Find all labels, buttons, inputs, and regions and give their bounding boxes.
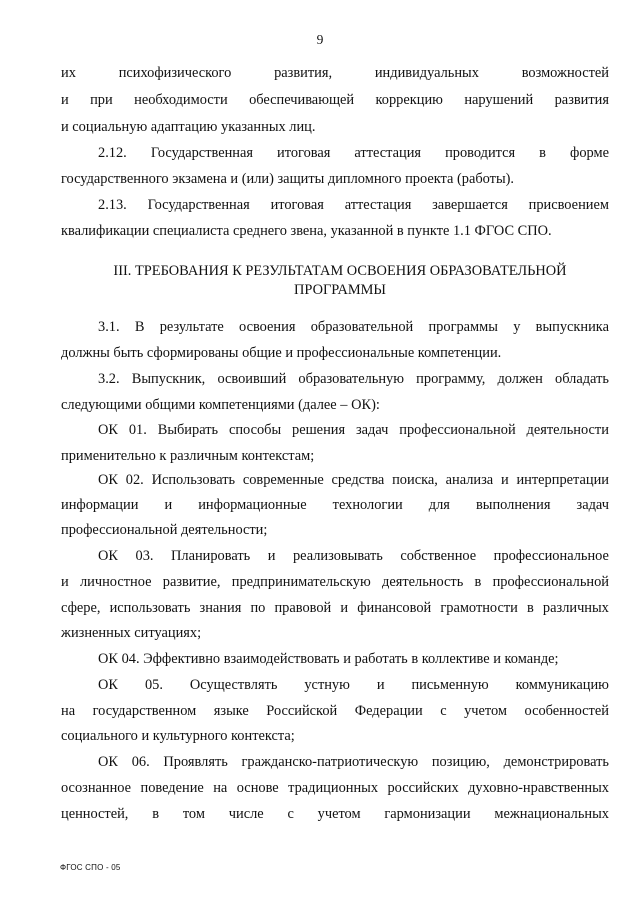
word: технологии bbox=[332, 497, 403, 513]
word: и bbox=[61, 92, 69, 108]
section-heading bbox=[70, 262, 610, 300]
word: программу, bbox=[416, 371, 486, 387]
word: Государственная bbox=[150, 145, 253, 161]
word: финансовой bbox=[357, 600, 432, 616]
word: развитие, bbox=[162, 574, 221, 590]
word: В bbox=[134, 319, 145, 335]
text-line bbox=[61, 779, 609, 797]
word: числе bbox=[228, 806, 264, 822]
word: Использовать bbox=[151, 472, 236, 488]
word: информационные bbox=[198, 497, 307, 513]
word: и bbox=[61, 574, 69, 590]
word: Осуществлять bbox=[189, 677, 278, 693]
word: 03. bbox=[135, 548, 154, 564]
word: их bbox=[61, 65, 76, 81]
word: позицию, bbox=[431, 754, 490, 770]
word: психофизического bbox=[118, 65, 232, 81]
word: современные bbox=[242, 472, 324, 488]
word: Выпускник, bbox=[131, 371, 206, 387]
word: обеспечивающей bbox=[249, 92, 355, 108]
word: при bbox=[90, 92, 113, 108]
text-line: и социальную адаптацию указанных лиц. bbox=[61, 119, 316, 135]
word: аттестация bbox=[344, 197, 412, 213]
word: знания bbox=[199, 600, 242, 616]
word: поиска, bbox=[392, 472, 438, 488]
word: обладать bbox=[555, 371, 609, 387]
word: ОК bbox=[98, 677, 118, 693]
word: в bbox=[527, 600, 534, 616]
text-line bbox=[61, 496, 609, 514]
text-line bbox=[98, 421, 609, 439]
word: Государственная bbox=[147, 197, 250, 213]
word: традиционных bbox=[288, 780, 379, 796]
word: проводится bbox=[445, 145, 516, 161]
word: духовно-нравственных bbox=[468, 780, 609, 796]
text-line bbox=[98, 144, 609, 162]
word: ОК bbox=[98, 422, 118, 438]
word: необходимости bbox=[134, 92, 228, 108]
word: 06. bbox=[131, 754, 150, 770]
word: возможностей bbox=[521, 65, 609, 81]
word: освоения bbox=[239, 319, 296, 335]
text-line: ОК 04. Эффективно взаимодействовать и работать в коллективе и команде; bbox=[98, 651, 559, 667]
word: итоговая bbox=[270, 197, 324, 213]
word: в bbox=[539, 145, 546, 161]
text-line bbox=[61, 64, 609, 82]
section-heading-line-2: ПРОГРАММЫ bbox=[294, 282, 386, 298]
word: итоговая bbox=[277, 145, 331, 161]
text-line: следующими общими компетенциями (далее – ОК): bbox=[61, 397, 380, 413]
word: коммуникацию bbox=[515, 677, 609, 693]
word: различных bbox=[542, 600, 609, 616]
word: профессиональной bbox=[492, 574, 609, 590]
word: Российской bbox=[266, 703, 338, 719]
text-line: социального и культурного контекста; bbox=[61, 728, 295, 744]
text-line bbox=[61, 599, 609, 617]
word: и bbox=[164, 497, 173, 513]
word: осознанное bbox=[61, 780, 132, 796]
word: на bbox=[61, 703, 76, 719]
word: основе bbox=[236, 780, 279, 796]
word: в bbox=[152, 806, 160, 822]
text-line: государственного экзамена и (или) защиты дипломного проекта (работы). bbox=[61, 171, 515, 187]
word: ОК bbox=[98, 754, 118, 770]
word: решения bbox=[292, 422, 346, 438]
word: с bbox=[287, 806, 294, 822]
word: результате bbox=[159, 319, 224, 335]
word: образовательной bbox=[310, 319, 414, 335]
word: программы bbox=[428, 319, 498, 335]
word: развития, bbox=[274, 65, 333, 81]
word: правовой bbox=[274, 600, 332, 616]
word: и bbox=[340, 600, 349, 616]
text-line bbox=[61, 573, 609, 591]
word: задач bbox=[576, 497, 609, 513]
word: Проявлять bbox=[163, 754, 228, 770]
word: в bbox=[474, 574, 482, 590]
word: у bbox=[513, 319, 521, 335]
text-line: квалификации специалиста среднего звена, указанной в пункте 1.1 ФГОС СПО. bbox=[61, 223, 552, 239]
word: реализовывать bbox=[292, 548, 383, 564]
text-line bbox=[98, 318, 609, 336]
word: устную bbox=[304, 677, 350, 693]
text-line bbox=[98, 471, 609, 489]
word: нарушений bbox=[464, 92, 534, 108]
word: языке bbox=[213, 703, 249, 719]
word: ОК bbox=[98, 548, 118, 564]
word: Планировать bbox=[171, 548, 251, 564]
word: выпускника bbox=[535, 319, 609, 335]
word: личностное bbox=[79, 574, 152, 590]
word: на bbox=[213, 780, 228, 796]
word: образовательную bbox=[298, 371, 405, 387]
text-line bbox=[98, 753, 609, 771]
word: 02. bbox=[125, 472, 144, 488]
word: межнациональных bbox=[494, 806, 609, 822]
word: и bbox=[267, 548, 276, 564]
text-line: профессиональной деятельности; bbox=[61, 522, 268, 538]
word: грамотности bbox=[440, 600, 518, 616]
word: присвоением bbox=[528, 197, 609, 213]
word: 01. bbox=[128, 422, 147, 438]
word: средства bbox=[331, 472, 385, 488]
text-line: жизненных ситуациях; bbox=[61, 625, 202, 641]
word: предпринимательскую bbox=[231, 574, 371, 590]
word: поведение bbox=[140, 780, 204, 796]
text-line bbox=[61, 805, 609, 823]
word: профессиональное bbox=[493, 548, 609, 564]
word: индивидуальных bbox=[374, 65, 479, 81]
word: собственное bbox=[400, 548, 477, 564]
word: том bbox=[182, 806, 205, 822]
page-number: 9 bbox=[316, 32, 324, 47]
word: и bbox=[376, 677, 385, 693]
word: деятельность bbox=[382, 574, 464, 590]
word: 2.13. bbox=[98, 197, 127, 213]
word: ценностей, bbox=[61, 806, 129, 822]
text-line bbox=[61, 91, 609, 109]
footer-code: ФГОС СПО - 05 bbox=[60, 863, 121, 872]
word: гармонизации bbox=[384, 806, 471, 822]
word: гражданско-патриотическую bbox=[241, 754, 419, 770]
word: коррекцию bbox=[375, 92, 443, 108]
text-line: должны быть сформированы общие и профессиональные компетенции. bbox=[61, 345, 502, 361]
text-line bbox=[98, 370, 609, 388]
text-line bbox=[98, 547, 609, 565]
word: Выбирать bbox=[157, 422, 219, 438]
word: 05. bbox=[144, 677, 163, 693]
word: государственном bbox=[92, 703, 197, 719]
word: 3.1. bbox=[98, 319, 120, 335]
word: интерпретации bbox=[516, 472, 609, 488]
word: 2.12. bbox=[98, 145, 127, 161]
word: способы bbox=[228, 422, 282, 438]
text-line bbox=[98, 196, 609, 214]
word: анализа bbox=[445, 472, 494, 488]
text-line bbox=[98, 676, 609, 694]
word: задач bbox=[355, 422, 389, 438]
word: выполнения bbox=[475, 497, 551, 513]
word: ОК bbox=[98, 472, 118, 488]
word: развития bbox=[554, 92, 609, 108]
word: и bbox=[500, 472, 509, 488]
word: использовать bbox=[109, 600, 191, 616]
word: завершается bbox=[432, 197, 508, 213]
word: форме bbox=[570, 145, 609, 161]
word: 3.2. bbox=[98, 371, 120, 387]
word: информации bbox=[61, 497, 139, 513]
word: освоивший bbox=[217, 371, 287, 387]
word: для bbox=[428, 497, 450, 513]
word: должен bbox=[497, 371, 543, 387]
word: учетом bbox=[317, 806, 361, 822]
text-line bbox=[61, 702, 609, 720]
word: демонстрировать bbox=[503, 754, 609, 770]
word: учетом bbox=[464, 703, 508, 719]
word: российских bbox=[387, 780, 459, 796]
text-line: применительно к различным контекстам; bbox=[61, 448, 315, 464]
word: Федерации bbox=[354, 703, 423, 719]
word: по bbox=[250, 600, 266, 616]
word: аттестация bbox=[354, 145, 422, 161]
word: письменную bbox=[411, 677, 489, 693]
section-heading-line-1: III. ТРЕБОВАНИЯ К РЕЗУЛЬТАТАМ ОСВОЕНИЯ ОБРАЗОВАТЕЛЬНОЙ bbox=[113, 263, 567, 279]
word: особенностей bbox=[524, 703, 609, 719]
word: деятельности bbox=[526, 422, 609, 438]
word: профессиональной bbox=[399, 422, 516, 438]
word: с bbox=[440, 703, 447, 719]
word: сфере, bbox=[61, 600, 101, 616]
